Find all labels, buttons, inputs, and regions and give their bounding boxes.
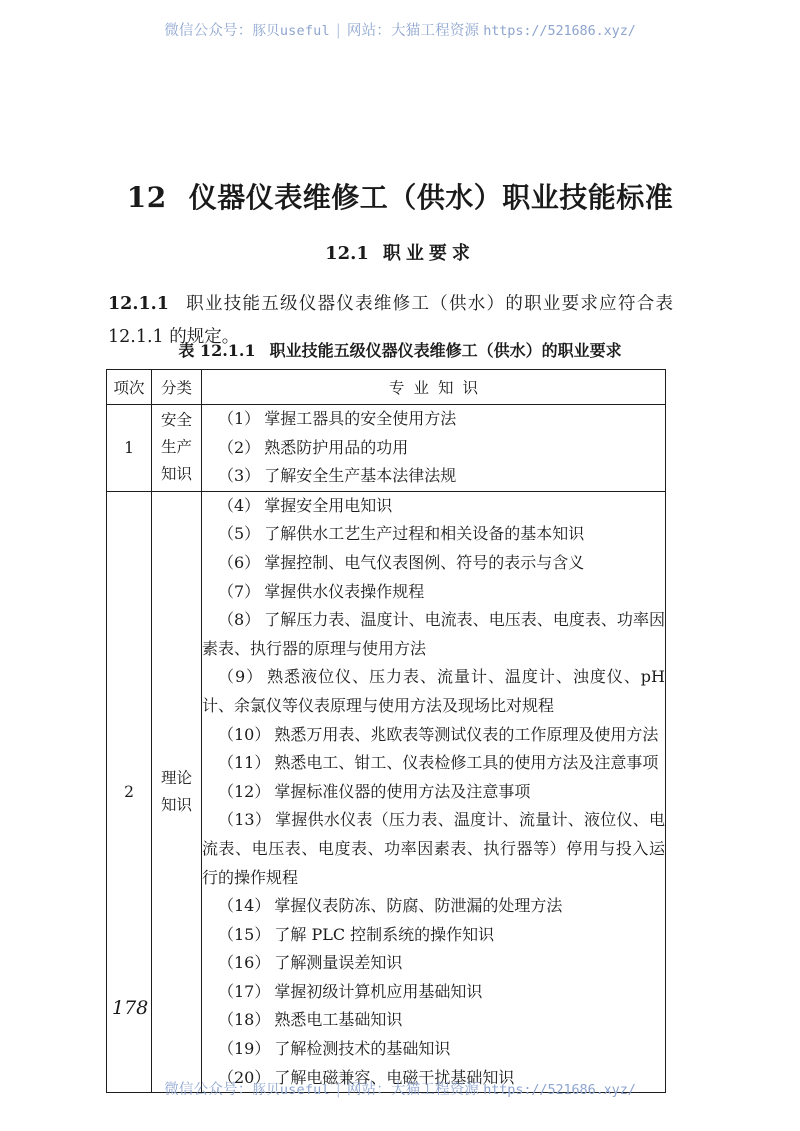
knowledge-item-text: 了解 PLC 控制系统的操作知识 [274,924,495,944]
watermark-wechat-label: 微信公众号： [164,23,253,39]
watermark-wechat-name: 豚贝useful [252,23,330,39]
table-caption [0,338,800,361]
knowledge-item-number: （13） [218,810,272,830]
knowledge-item [202,549,665,578]
knowledge-item-number: （6） [218,552,261,572]
chapter-title [0,176,800,216]
watermark-wechat-label: 微信公众号： [164,1082,253,1098]
category-line: 理论 [160,769,192,788]
table-cell-index: 2 [107,491,152,1092]
footer-watermark [0,1078,800,1099]
knowledge-item-text: 熟悉电工基础知识 [274,1010,403,1030]
table-cell-knowledge [202,405,666,492]
knowledge-item-text: 了解测量误差知识 [274,953,403,973]
knowledge-item-text: 掌握仪表防冻、防腐、防泄漏的处理方法 [274,896,563,916]
knowledge-item [202,405,665,434]
watermark-url: https://521686.xyz/ [483,1082,636,1098]
knowledge-item [202,978,665,1007]
knowledge-item [202,1035,665,1064]
knowledge-item-text: 了解安全生产基本法律法规 [264,466,457,486]
knowledge-item-number: （5） [218,524,261,544]
clause-text: 职业技能五级仪器仪表维修工（供水）的职业要求应符合表 12.1.1 的规定。 [108,293,673,347]
knowledge-item [202,892,665,921]
knowledge-item-text: 熟悉防护用品的功用 [264,437,409,457]
knowledge-item [202,749,665,778]
knowledge-item-number: （10） [218,724,271,744]
knowledge-item-number: （15） [218,924,271,944]
knowledge-item-text: 熟悉电工、钳工、仪表检修工具的使用方法及注意事项 [274,753,659,773]
header-watermark [0,19,800,40]
watermark-site-label: 网站： [346,23,392,39]
watermark-site-name: 大猫工程资源 [391,23,480,39]
occupational-requirements-table [106,369,666,1093]
knowledge-item-text: 了解供水工艺生产过程和相关设备的基本知识 [264,524,585,544]
table-header-category: 分类 [152,370,202,405]
knowledge-item-number: （17） [218,981,271,1001]
knowledge-item-text: 掌握初级计算机应用基础知识 [274,981,483,1001]
section-number: 12.1 [325,242,369,264]
watermark-separator: | [335,1082,341,1098]
knowledge-item-text: 掌握供水仪表操作规程 [264,581,425,601]
watermark-site-name: 大猫工程资源 [391,1082,480,1098]
knowledge-item [202,434,665,463]
category-line: 安全 [160,411,192,430]
knowledge-item-text: 了解检测技术的基础知识 [274,1039,451,1059]
knowledge-item-text: 掌握工器具的安全使用方法 [264,409,457,428]
table-header [107,370,666,405]
knowledge-item [202,921,665,950]
knowledge-item [202,520,665,549]
knowledge-item-text: 了解电磁兼容、电磁干扰基础知识 [274,1067,515,1087]
category-line: 生产 [160,438,192,457]
knowledge-item-number: （8） [218,610,261,630]
watermark-site-label: 网站： [346,1082,392,1098]
knowledge-item [202,578,665,607]
knowledge-item [202,1006,665,1035]
knowledge-item [202,721,665,750]
table-cell-knowledge [202,491,666,1092]
section-heading [0,239,800,265]
table-cell-category [152,491,202,1092]
knowledge-item-number: （14） [218,896,271,916]
table-header-index: 项次 [107,370,152,405]
knowledge-item-number: （16） [218,953,271,973]
watermark-url: https://521686.xyz/ [483,23,636,39]
knowledge-item-number: （4） [218,495,261,515]
knowledge-item-number: （1） [218,409,261,428]
watermark-separator: | [335,23,341,39]
knowledge-item-text: 熟悉液位仪、压力表、流量计、温度计、浊度仪、pH 计、余氯仪等仪表原理与使用方法及现场比对规程 [202,667,665,715]
table-header-row [107,370,666,405]
knowledge-item-text: 掌握控制、电气仪表图例、符号的表示与含义 [264,552,585,572]
clause-number: 12.1.1 [108,293,169,314]
knowledge-item-number: （11） [218,753,271,773]
knowledge-item [202,492,665,521]
knowledge-item-number: （7） [218,581,261,601]
knowledge-item-number: （18） [218,1010,271,1030]
chapter-title-text: 仪器仪表维修工（供水）职业技能标准 [188,180,674,214]
knowledge-item-number: （20） [218,1067,271,1087]
category-line: 知识 [160,796,192,815]
knowledge-item [202,606,665,663]
knowledge-item-number: （9） [218,667,264,687]
knowledge-item [202,663,665,720]
page-number: 178 [112,997,149,1019]
knowledge-item-text: 掌握标准仪器的使用方法及注意事项 [274,781,531,801]
knowledge-item [202,778,665,807]
knowledge-item [202,949,665,978]
table-caption-number: 表 12.1.1 [178,341,256,360]
knowledge-item-number: （19） [218,1039,271,1059]
table-cell-index: 1 [107,405,152,492]
knowledge-item-text: 掌握供水仪表（压力表、温度计、流量计、液位仪、电流表、电压表、电度表、功率因素表、执行器等）停用与投入运行的操作规程 [202,810,665,887]
category-line: 知识 [160,465,192,484]
table-cell-category [152,405,202,492]
chapter-number: 12 [126,180,167,214]
table-row [107,405,666,492]
knowledge-item-text: 了解压力表、温度计、电流表、电压表、电度表、功率因素表、执行器的原理与使用方法 [202,610,665,658]
table-header-knowledge: 专业知识 [202,370,666,405]
table-row [107,491,666,1092]
knowledge-item-number: （12） [218,781,271,801]
table-caption-title: 职业技能五级仪器仪表维修工（供水）的职业要求 [269,341,622,360]
knowledge-item-number: （2） [218,437,261,457]
knowledge-item [202,806,665,892]
knowledge-item-text: 掌握安全用电知识 [264,495,393,515]
watermark-wechat-name: 豚贝useful [252,1082,330,1098]
knowledge-item-text: 熟悉万用表、兆欧表等测试仪表的工作原理及使用方法 [274,724,659,744]
table-body [107,405,666,1093]
knowledge-item [202,462,665,491]
knowledge-item-number: （3） [218,466,261,486]
section-title-text: 职业要求 [382,242,475,264]
